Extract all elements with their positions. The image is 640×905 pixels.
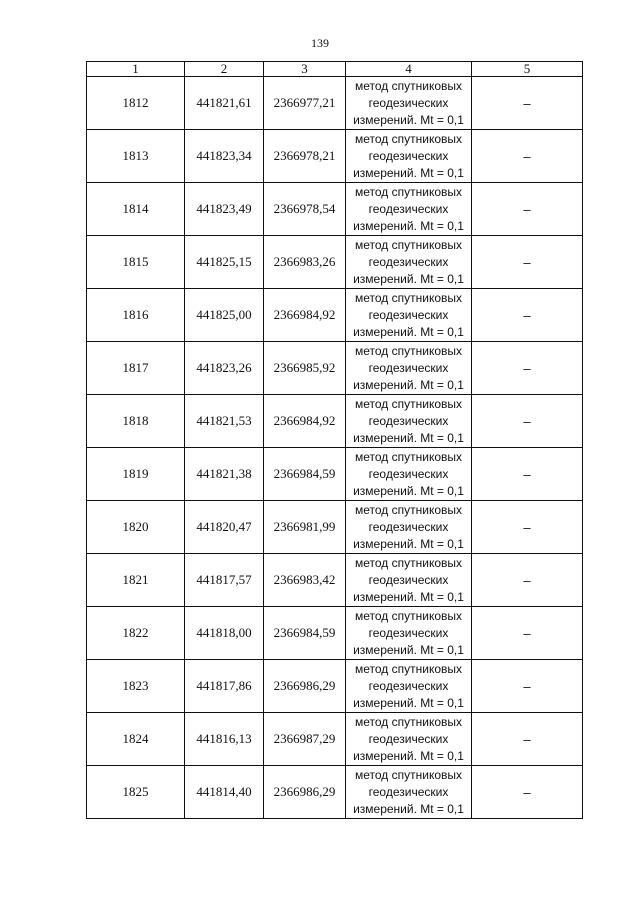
method-line: измерений. Mt = 0,1 xyxy=(353,430,464,445)
note-cell: – xyxy=(472,130,583,183)
point-number-cell: 1822 xyxy=(87,607,185,660)
table-row xyxy=(87,501,583,554)
method-line: измерений. Mt = 0,1 xyxy=(353,112,464,127)
table-row xyxy=(87,766,583,819)
header-cell-4: 4 xyxy=(346,62,472,77)
note-cell: – xyxy=(472,395,583,448)
method-line: геодезических xyxy=(368,784,449,799)
method-cell xyxy=(346,289,472,342)
method-line: геодезических xyxy=(368,360,449,375)
method-line: геодезических xyxy=(368,731,449,746)
method-line: геодезических xyxy=(368,201,449,216)
y-coordinate-cell: 2366978,54 xyxy=(264,183,346,236)
header-cell-3: 3 xyxy=(264,62,346,77)
table-row xyxy=(87,236,583,289)
header-cell-2: 2 xyxy=(185,62,264,77)
table-row xyxy=(87,130,583,183)
method-line: измерений. Mt = 0,1 xyxy=(353,589,464,604)
page-number: 139 xyxy=(311,36,329,50)
method-line: метод спутниковых xyxy=(354,555,462,570)
method-cell xyxy=(346,77,472,130)
table-row xyxy=(87,713,583,766)
method-line: измерений. Mt = 0,1 xyxy=(353,218,464,233)
table-row xyxy=(87,660,583,713)
y-coordinate-cell: 2366984,92 xyxy=(264,395,346,448)
x-coordinate-cell: 441823,26 xyxy=(185,342,264,395)
method-cell xyxy=(346,607,472,660)
method-line: геодезических xyxy=(368,95,449,110)
note-cell: – xyxy=(472,236,583,289)
y-coordinate-cell: 2366983,26 xyxy=(264,236,346,289)
x-coordinate-cell: 441821,61 xyxy=(185,77,264,130)
x-coordinate-cell: 441825,00 xyxy=(185,289,264,342)
method-line: измерений. Mt = 0,1 xyxy=(353,642,464,657)
method-line: измерений. Mt = 0,1 xyxy=(353,271,464,286)
method-line: измерений. Mt = 0,1 xyxy=(353,377,464,392)
table-row xyxy=(87,289,583,342)
method-line: метод спутниковых xyxy=(354,290,462,305)
coordinates-table xyxy=(86,61,583,819)
y-coordinate-cell: 2366984,92 xyxy=(264,289,346,342)
x-coordinate-cell: 441823,34 xyxy=(185,130,264,183)
note-cell: – xyxy=(472,713,583,766)
method-line: геодезических xyxy=(368,519,449,534)
method-line: метод спутниковых xyxy=(354,714,462,729)
method-line: метод спутниковых xyxy=(354,78,462,93)
method-cell xyxy=(346,713,472,766)
x-coordinate-cell: 441825,15 xyxy=(185,236,264,289)
method-cell xyxy=(346,448,472,501)
method-line: геодезических xyxy=(368,678,449,693)
point-number-cell: 1820 xyxy=(87,501,185,554)
point-number-cell: 1812 xyxy=(87,77,185,130)
table-header-row xyxy=(87,62,583,77)
method-line: метод спутниковых xyxy=(354,661,462,676)
method-cell xyxy=(346,342,472,395)
x-coordinate-cell: 441817,57 xyxy=(185,554,264,607)
x-coordinate-cell: 441821,38 xyxy=(185,448,264,501)
table-row xyxy=(87,342,583,395)
note-cell: – xyxy=(472,183,583,236)
x-coordinate-cell: 441818,00 xyxy=(185,607,264,660)
x-coordinate-cell: 441823,49 xyxy=(185,183,264,236)
method-line: геодезических xyxy=(368,413,449,428)
table-row xyxy=(87,395,583,448)
table-body xyxy=(87,62,583,819)
method-cell xyxy=(346,501,472,554)
table-row xyxy=(87,554,583,607)
point-number-cell: 1816 xyxy=(87,289,185,342)
point-number-cell: 1815 xyxy=(87,236,185,289)
x-coordinate-cell: 441820,47 xyxy=(185,501,264,554)
table-row xyxy=(87,77,583,130)
method-line: геодезических xyxy=(368,572,449,587)
method-cell xyxy=(346,554,472,607)
x-coordinate-cell: 441821,53 xyxy=(185,395,264,448)
method-line: метод спутниковых xyxy=(354,131,462,146)
method-line: метод спутниковых xyxy=(354,184,462,199)
note-cell: – xyxy=(472,501,583,554)
y-coordinate-cell: 2366986,29 xyxy=(264,660,346,713)
y-coordinate-cell: 2366983,42 xyxy=(264,554,346,607)
method-line: измерений. Mt = 0,1 xyxy=(353,695,464,710)
method-cell xyxy=(346,236,472,289)
y-coordinate-cell: 2366978,21 xyxy=(264,130,346,183)
y-coordinate-cell: 2366977,21 xyxy=(264,77,346,130)
x-coordinate-cell: 441814,40 xyxy=(185,766,264,819)
note-cell: – xyxy=(472,289,583,342)
method-line: метод спутниковых xyxy=(354,343,462,358)
note-cell: – xyxy=(472,448,583,501)
method-line: метод спутниковых xyxy=(354,767,462,782)
note-cell: – xyxy=(472,554,583,607)
header-cell-5: 5 xyxy=(472,62,583,77)
method-line: измерений. Mt = 0,1 xyxy=(353,324,464,339)
table-row xyxy=(87,448,583,501)
note-cell: – xyxy=(472,342,583,395)
note-cell: – xyxy=(472,766,583,819)
header-cell-1: 1 xyxy=(87,62,185,77)
method-line: измерений. Mt = 0,1 xyxy=(353,483,464,498)
x-coordinate-cell: 441816,13 xyxy=(185,713,264,766)
point-number-cell: 1821 xyxy=(87,554,185,607)
y-coordinate-cell: 2366981,99 xyxy=(264,501,346,554)
method-cell xyxy=(346,130,472,183)
point-number-cell: 1817 xyxy=(87,342,185,395)
method-line: метод спутниковых xyxy=(354,449,462,464)
point-number-cell: 1824 xyxy=(87,713,185,766)
method-line: измерений. Mt = 0,1 xyxy=(353,165,464,180)
method-line: метод спутниковых xyxy=(354,396,462,411)
method-cell xyxy=(346,395,472,448)
method-line: геодезических xyxy=(368,466,449,481)
y-coordinate-cell: 2366984,59 xyxy=(264,448,346,501)
note-cell: – xyxy=(472,660,583,713)
method-line: измерений. Mt = 0,1 xyxy=(353,748,464,763)
method-line: измерений. Mt = 0,1 xyxy=(353,801,464,816)
note-cell: – xyxy=(472,607,583,660)
method-cell xyxy=(346,660,472,713)
method-line: метод спутниковых xyxy=(354,608,462,623)
point-number-cell: 1814 xyxy=(87,183,185,236)
y-coordinate-cell: 2366984,59 xyxy=(264,607,346,660)
method-line: метод спутниковых xyxy=(354,237,462,252)
table-row xyxy=(87,183,583,236)
method-line: метод спутниковых xyxy=(354,502,462,517)
point-number-cell: 1819 xyxy=(87,448,185,501)
x-coordinate-cell: 441817,86 xyxy=(185,660,264,713)
method-line: геодезических xyxy=(368,148,449,163)
method-cell xyxy=(346,766,472,819)
point-number-cell: 1818 xyxy=(87,395,185,448)
method-line: геодезических xyxy=(368,254,449,269)
method-line: геодезических xyxy=(368,625,449,640)
y-coordinate-cell: 2366986,29 xyxy=(264,766,346,819)
y-coordinate-cell: 2366985,92 xyxy=(264,342,346,395)
point-number-cell: 1823 xyxy=(87,660,185,713)
point-number-cell: 1825 xyxy=(87,766,185,819)
point-number-cell: 1813 xyxy=(87,130,185,183)
method-cell xyxy=(346,183,472,236)
y-coordinate-cell: 2366987,29 xyxy=(264,713,346,766)
table-row xyxy=(87,607,583,660)
method-line: измерений. Mt = 0,1 xyxy=(353,536,464,551)
method-line: геодезических xyxy=(368,307,449,322)
note-cell: – xyxy=(472,77,583,130)
